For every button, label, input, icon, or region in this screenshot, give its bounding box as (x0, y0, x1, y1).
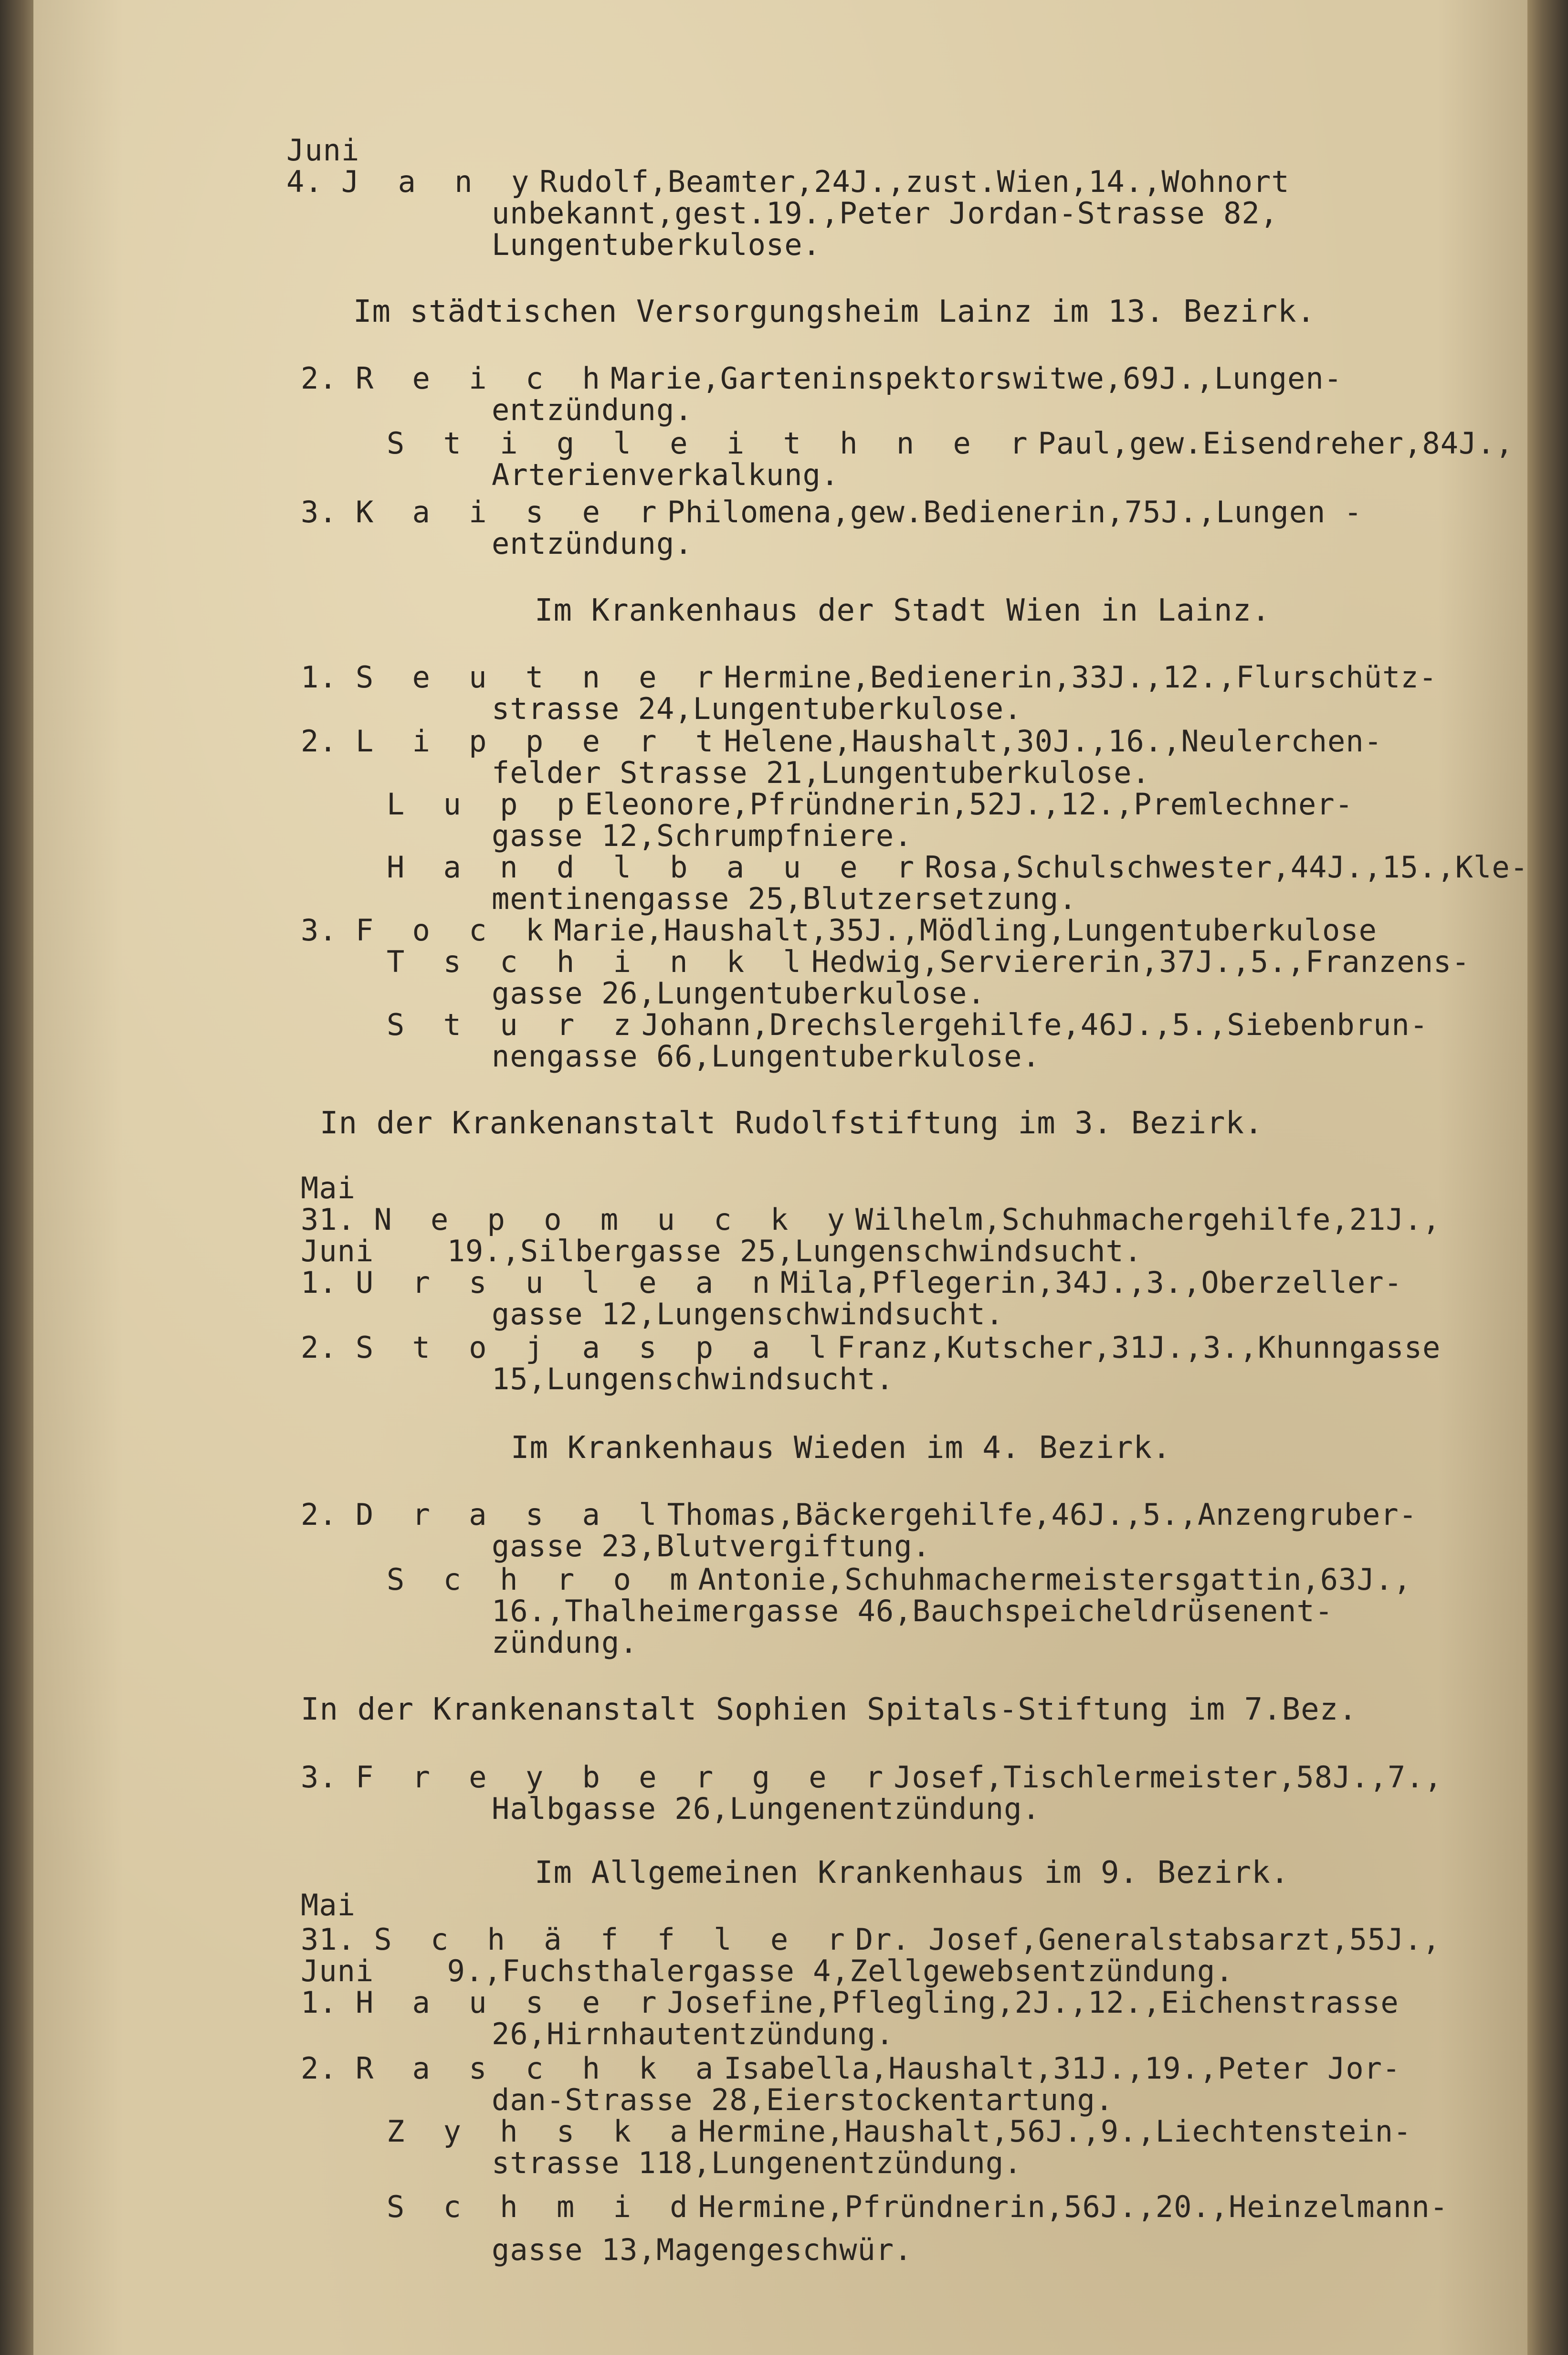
entry-continuation: unbekannt,gest.19.,Peter Jordan-Strasse 82, (492, 196, 1279, 231)
entry-line: L u p pEleonore,Pfründnerin,52J.,12.,Premlechner- (387, 787, 1354, 822)
entry-line: 1. U r s u l e a nMila,Pflegerin,34J.,3.,Oberzeller- (301, 1265, 1403, 1300)
section-heading: In der Krankenanstalt Rudolfstiftung im 3. Bezirk. (320, 1106, 1263, 1141)
entry-continuation: Halbgasse 26,Lungenentzündung. (492, 1791, 1041, 1826)
entry-line: 2. D r a s a lThomas,Bäckergehilfe,46J.,5.,Anzengruber- (301, 1497, 1418, 1532)
entry-line: 3. F o c kMarie,Haushalt,35J.,Mödling,Lungentuberkulose (301, 913, 1378, 948)
section-heading: Im Krankenhaus Wieden im 4. Bezirk. (511, 1430, 1171, 1466)
entry-line: Juni 19.,Silbergasse 25,Lungenschwindsucht. (301, 1234, 1143, 1268)
entry-line: T s c h i n k lHedwig,Serviererin,37J.,5.,Franzens- (387, 944, 1470, 979)
entry-line: S t u r zJohann,Drechslergehilfe,46J.,5.,Siebenbrun- (387, 1007, 1429, 1042)
entry-line: Z y h s k aHermine,Haushalt,56J.,9.,Liechtenstein- (387, 2114, 1412, 2149)
entry-continuation: gasse 26,Lungentuberkulose. (492, 976, 986, 1011)
section-heading: Im Krankenhaus der Stadt Wien in Lainz. (535, 593, 1271, 628)
entry-line: 2. R e i c hMarie,Garteninspektorswitwe,69J.,Lungen- (301, 361, 1343, 396)
entry-line: 1. H a u s e rJosefine,Pflegling,2J.,12.,Eichenstrasse (301, 1985, 1399, 2020)
entry-continuation: strasse 24,Lungentuberkulose. (492, 691, 1022, 726)
entry-line: 2. S t o j a s p a lFranz,Kutscher,31J.,3.,Khunngasse (301, 1330, 1441, 1365)
section-heading: Im Allgemeinen Krankenhaus im 9. Bezirk. (535, 1855, 1290, 1890)
month-label: Mai (301, 1171, 356, 1205)
entry-line: 4. J a n yRudolf,Beamter,24J.,zust.Wien,14.,Wohnort (286, 164, 1290, 199)
entry-line: 2. R a s c h k aIsabella,Haushalt,31J.,19.,Peter Jor- (301, 2051, 1401, 2086)
entry-continuation: nengasse 66,Lungentuberkulose. (492, 1039, 1041, 1074)
entry-line: 2. L i p p e r tHelene,Haushalt,30J.,16.,Neulerchen- (301, 724, 1383, 759)
entry-line: 3. F r e y b e r g e rJosef,Tischlermeister,58J.,7., (301, 1760, 1443, 1795)
section-heading: Im städtischen Versorgungsheim Lainz im 13. Bezirk. (353, 294, 1316, 329)
entry-continuation: zündung. (492, 1625, 638, 1660)
entry-continuation: mentinengasse 25,Blutzersetzung. (492, 881, 1077, 916)
entry-continuation: entzündung. (492, 392, 693, 427)
month-label: Mai (301, 1888, 356, 1922)
entry-continuation: dan-Strasse 28,Eierstockentartung. (492, 2082, 1114, 2117)
entry-continuation: 26,Hirnhautentzündung. (492, 2017, 894, 2051)
entry-continuation: entzündung. (492, 526, 693, 561)
entry-continuation: 15,Lungenschwindsucht. (492, 1362, 894, 1396)
entry-continuation: Lungentuberkulose. (492, 227, 821, 262)
entry-line: S c h m i dHermine,Pfründnerin,56J.,20.,Heinzelmann- (387, 2189, 1449, 2224)
book-edge-right (1525, 0, 1568, 2355)
entry-line: S c h r o mAntonie,Schuhmachermeistersgattin,63J., (387, 1562, 1412, 1597)
entry-line: S t i g l e i t h n e rPaul,gew.Eisendreher,84J., (387, 426, 1514, 461)
document-page (33, 0, 1527, 2355)
entry-line: Juni 9.,Fuchsthalergasse 4,Zellgewebsentzündung. (301, 1954, 1234, 1988)
entry-continuation: gasse 12,Schrumpfniere. (492, 818, 913, 853)
entry-continuation: felder Strasse 21,Lungentuberkulose. (492, 755, 1150, 790)
entry-line: 31. N e p o m u c k yWilhelm,Schuhmachergehilfe,21J., (301, 1202, 1441, 1237)
entry-line: 1. S e u t n e rHermine,Bedienerin,33J.,12.,Flurschütz- (301, 660, 1438, 695)
entry-continuation: gasse 23,Blutvergiftung. (492, 1529, 931, 1563)
entry-continuation: 16.,Thalheimergasse 46,Bauchspeicheldrüsenent- (492, 1594, 1334, 1628)
month-label: Juni (286, 133, 360, 168)
entry-continuation: gasse 13,Magengeschwür. (492, 2232, 913, 2267)
book-spine-left (0, 0, 33, 2355)
entry-continuation: gasse 12,Lungenschwindsucht. (492, 1297, 1004, 1331)
section-heading: In der Krankenanstalt Sophien Spitals-Stiftung im 7.Bez. (301, 1692, 1358, 1727)
entry-line: H a n d l b a u e rRosa,Schulschwester,44J.,15.,Kle- (387, 850, 1529, 885)
entry-continuation: strasse 118,Lungenentzündung. (492, 2145, 1022, 2180)
entry-line: 3. K a i s e rPhilomena,gew.Bedienerin,75J.,Lungen - (301, 495, 1363, 529)
entry-line: 31. S c h ä f f l e rDr. Josef,Generalstabsarzt,55J., (301, 1922, 1441, 1957)
entry-continuation: Arterienverkalkung. (492, 457, 840, 492)
